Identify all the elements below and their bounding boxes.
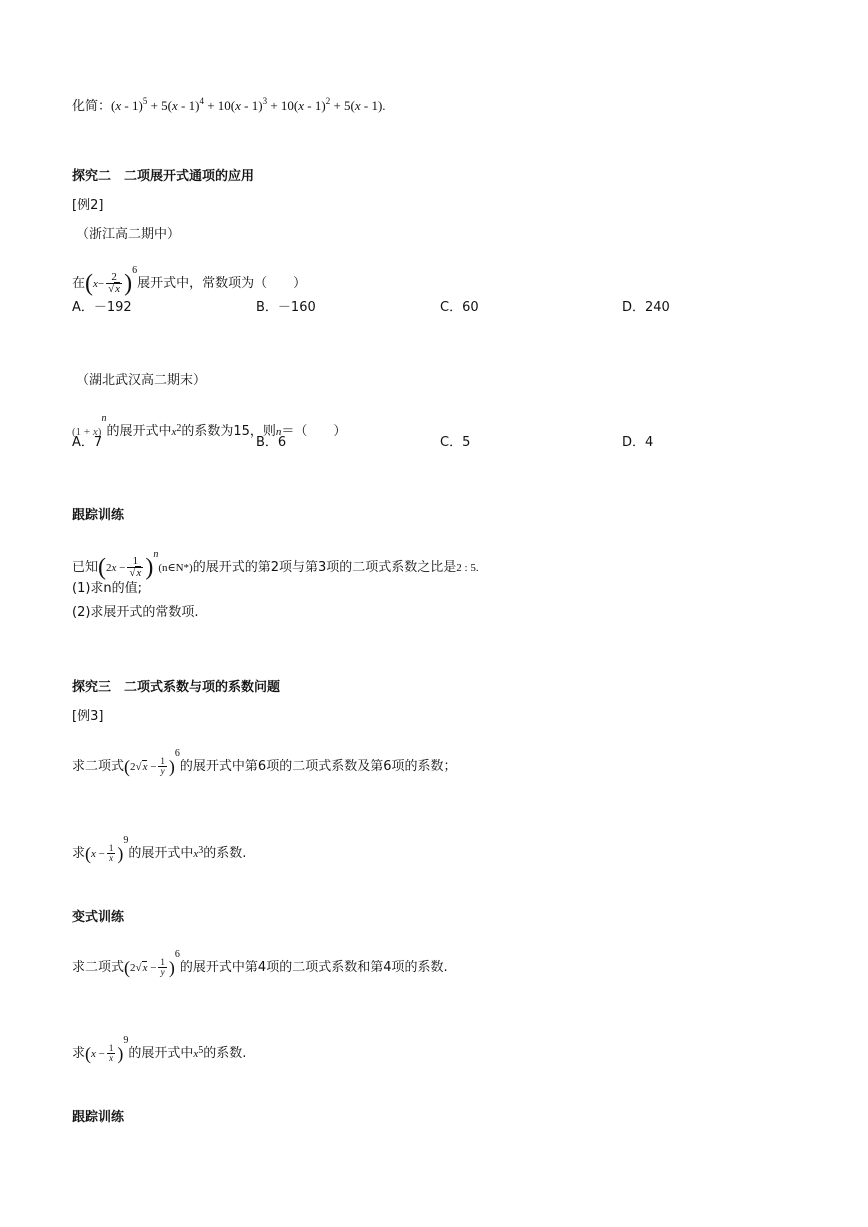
example2-tag: [例2] <box>72 198 104 213</box>
s3-q2: 求(x − $\frac{1}{x}$ )$^9$的展开式中$x^3$的系数. <box>72 835 247 864</box>
q1-source: （浙江高二期中） <box>76 227 181 242</box>
q1-option-b[interactable]: B．－160 <box>256 300 316 315</box>
simplify-prefix: 化简： <box>72 99 112 114</box>
example3-tag: [例3] <box>72 709 104 724</box>
track1-cond: (n∈N*) <box>158 562 193 574</box>
simplify-expr: (x - 1)$^5$ + 5(x - 1)$^4$ + 10(x - 1)$^3$ + 10(x - 1)$^2$ + 5(x - 1). <box>111 96 386 113</box>
fraction: $\frac{1}{x}$ <box>108 843 114 863</box>
q2-option-a[interactable]: A．7 <box>72 435 103 450</box>
track1-ratio: 2 : 5. <box>456 562 479 574</box>
variant-q2-lead: 求 <box>72 1046 86 1061</box>
q2-option-b[interactable]: B．6 <box>256 435 287 450</box>
variant-q2-tail-a: 的展开式中 <box>128 1046 194 1061</box>
simplify-question <box>72 92 386 116</box>
track1-stem-text: 的展开式的第2项与第3项的二项式系数之比是 <box>192 560 457 575</box>
variant-q1-tail: 的展开式中第4项的二项式系数和第4项的系数. <box>179 960 448 975</box>
track1-lead: 已知 <box>72 560 99 575</box>
q2-stem-end: ＝（ ） <box>281 424 347 439</box>
q2-option-d[interactable]: D．4 <box>622 435 654 450</box>
fraction: $\frac{1}{y}$ <box>160 756 165 776</box>
q2-stem-mid2: 的系数为15，则 <box>181 424 276 439</box>
section3-title: 探究三 二项式系数与项的系数问题 <box>72 680 281 695</box>
s3-q2-tail-a: 的展开式中 <box>128 846 194 861</box>
q1-option-a[interactable]: A．－192 <box>72 300 132 315</box>
track1-stem: 已知(2x − $\frac{1}{√x}$ )$^n$(n∈N*)的展开式的第2项与第3项的二项式系数之比是2 : 5. <box>72 549 479 581</box>
section2-title: 探究二 二项展开式通项的应用 <box>72 169 255 184</box>
s3-q2-tail-b: 的系数. <box>203 846 247 861</box>
s3-q1: 求二项式(2√x − $\frac{1}{y}$ )$^6$的展开式中第6项的二项式系数及第6项的系数； <box>72 748 457 777</box>
variant-q1: 求二项式(2√x − $\frac{1}{y}$ )$^6$的展开式中第4项的二项式系数和第4项的系数. <box>72 949 448 978</box>
variant-q2-tail-b: 的系数. <box>203 1046 247 1061</box>
q2-stem: $(1 + x)^n$的展开式中$x^2$的系数为15，则n＝（ ） <box>72 413 347 439</box>
fraction: $\frac{1}{y}$ <box>160 957 165 977</box>
q1-stem-after: 展开式中，常数项为（ ） <box>137 276 307 291</box>
s3-q1-lead: 求二项式 <box>72 759 125 774</box>
q1-stem-before: 在 <box>72 276 86 291</box>
variant-q1-lead: 求二项式 <box>72 960 125 975</box>
track1-sub1: (1)求n的值; <box>72 581 143 596</box>
q1-option-c[interactable]: C．60 <box>440 300 479 315</box>
variant-q2: 求(x − $\frac{1}{x}$ )$^9$的展开式中$x^5$的系数. <box>72 1035 247 1064</box>
q1-stem: 在(x− $\frac{2}{√x}$ )$^6$展开式中，常数项为（ ） <box>72 265 307 297</box>
variant-title: 变式训练 <box>72 910 125 925</box>
s3-q1-tail: 的展开式中第6项的二项式系数及第6项的系数； <box>179 759 457 774</box>
fraction: $\frac{2}{√x}$ <box>108 271 121 295</box>
q2-option-c[interactable]: C．5 <box>440 435 471 450</box>
q1-option-d[interactable]: D．240 <box>622 300 670 315</box>
fraction: $\frac{1}{√x}$ <box>129 555 142 579</box>
fraction: $\frac{1}{x}$ <box>108 1043 114 1063</box>
q2-source: （湖北武汉高二期末） <box>76 373 207 388</box>
s3-q2-lead: 求 <box>72 846 86 861</box>
track2-title: 跟踪训练 <box>72 1110 125 1125</box>
track1-title: 跟踪训练 <box>72 508 125 523</box>
track1-sub2: (2)求展开式的常数项. <box>72 605 199 620</box>
q2-stem-mid: 的展开式中 <box>106 424 172 439</box>
